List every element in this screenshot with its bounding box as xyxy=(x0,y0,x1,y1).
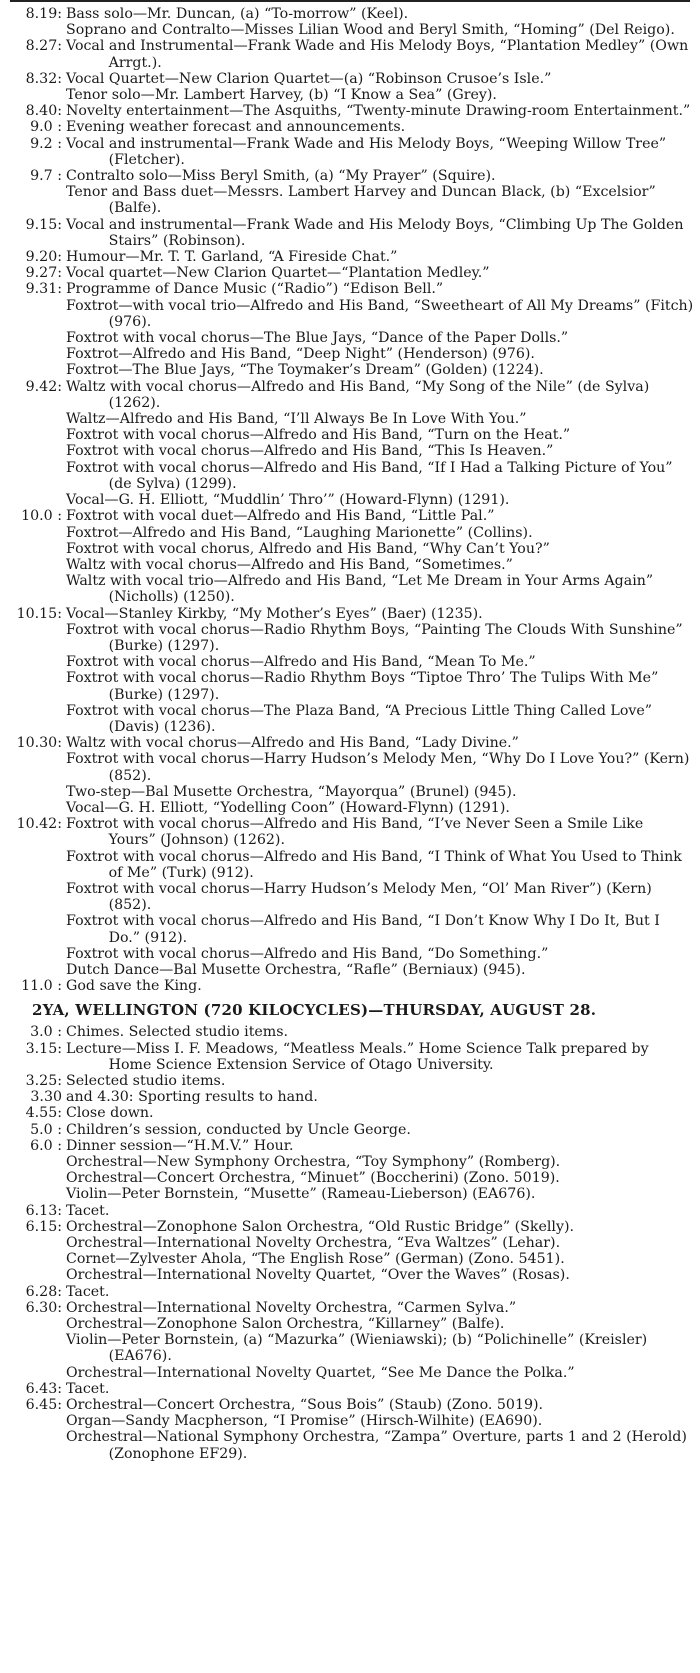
entry-line: Children’s session, conducted by Uncle George. xyxy=(66,1121,411,1138)
entry-body xyxy=(66,168,694,217)
entry-line: Novelty entertainment—The Asquiths, “Twenty-minute Drawing-room Entertainment.” xyxy=(66,103,691,120)
entry-line: Waltz with vocal trio—Alfredo and His Band, “Let Me Dream in Your Arms Again” (Nicholls) (1250). xyxy=(66,573,654,606)
entry-line: Orchestral—Concert Orchestra, “Sous Bois” (Staub) (Zono. 5019). xyxy=(66,1397,544,1414)
entry-line: Foxtrot with vocal chorus—Harry Hudson’s Melody Men, “Ol’ Man River”) (Kern) (852). xyxy=(66,880,652,914)
programme-section-evening xyxy=(4,6,694,994)
entry-line: Foxtrot with vocal chorus—Harry Hudson’s Melody Men, “Why Do I Love You?” (Kern) (852). xyxy=(66,751,690,784)
entry-line: Two-step—Bal Musette Orchestra, “Mayorqua” (Brunel) (945). xyxy=(66,783,517,800)
entry-line: Orchestral—National Symphony Orchestra, “Zampa” Overture, parts 1 and 2 (Herold) (Zonophone EF29). xyxy=(66,1429,687,1462)
entry-body xyxy=(66,265,694,281)
entry-line: Orchestral—Zonophone Salon Orchestra, “Old Rustic Bridge” (Skelly). xyxy=(66,1218,575,1235)
entry-time: 9.15: xyxy=(25,216,62,233)
entry-line: Contralto solo—Miss Beryl Smith, (a) “My Prayer” (Squire). xyxy=(66,168,496,185)
entry-line: Vocal Quartet—New Clarion Quartet—(a) “Robinson Crusoe’s Isle.” xyxy=(66,70,552,87)
programme-entry xyxy=(4,38,694,70)
entry-line: Chimes. Selected studio items. xyxy=(66,1024,289,1041)
programme-entry xyxy=(4,103,694,119)
entry-line: Tenor solo—Mr. Lambert Harvey, (b) “I Know a Sea” (Grey). xyxy=(66,87,497,104)
entry-time: 8.32: xyxy=(25,70,62,87)
entry-line: Waltz with vocal chorus—Alfredo and His Band, “My Song of the Nile” (de Sylva) (1262). xyxy=(66,378,650,411)
entry-line: Orchestral—Concert Orchestra, “Minuet” (Boccherini) (Zono. 5019). xyxy=(66,1170,560,1187)
entry-line: Selected studio items. xyxy=(66,1073,226,1089)
entry-time: 11.0 : xyxy=(21,978,62,995)
programme-document xyxy=(4,6,694,1462)
entry-body xyxy=(66,606,694,736)
entry-line: Vocal—G. H. Elliott, “Muddlin’ Thro’” (Howard-Flynn) (1291). xyxy=(66,492,510,509)
programme-entry xyxy=(4,508,694,605)
entry-time: 10.15: xyxy=(16,605,62,622)
programme-entry xyxy=(4,1203,694,1219)
programme-entry xyxy=(4,1089,694,1105)
entry-time: 3.0 : xyxy=(30,1024,62,1041)
entry-line: Lecture—Miss I. F. Meadows, “Meatless Meals.” Home Science Talk prepared by Home Science Extension Service of Otago University. xyxy=(66,1040,649,1073)
entry-line: Foxtrot—with vocal trio—Alfredo and His Band, “Sweetheart of All My Dreams” (Fitch) (976). xyxy=(66,297,694,330)
entry-body xyxy=(66,508,694,605)
programme-entry xyxy=(4,978,694,994)
entry-body xyxy=(66,978,694,994)
entry-time: 6.30: xyxy=(25,1299,62,1316)
entry-line: Violin—Peter Bornstein, (a) “Mazurka” (Wieniawski); (b) “Polichinelle” (Kreisler) (EA676). xyxy=(66,1332,648,1365)
entry-time: 5.0 : xyxy=(30,1121,62,1138)
entry-line: Waltz with vocal chorus—Alfredo and His Band, “Sometimes.” xyxy=(66,556,513,573)
entry-body xyxy=(66,6,694,38)
entry-body xyxy=(66,1073,694,1089)
programme-entry xyxy=(4,6,694,38)
entry-line: Tacet. xyxy=(66,1380,110,1397)
entry-time: 6.13: xyxy=(25,1202,62,1219)
entry-line: Waltz—Alfredo and His Band, “I’ll Always Be In Love With You.” xyxy=(66,411,527,428)
programme-entry xyxy=(4,606,694,736)
entry-line: Cornet—Zylvester Ahola, “The English Rose” (German) (Zono. 5451). xyxy=(66,1251,565,1268)
programme-entry xyxy=(4,1041,694,1073)
programme-entry xyxy=(4,281,694,378)
entry-line: Foxtrot—The Blue Jays, “The Toymaker’s Dream” (Golden) (1224). xyxy=(66,362,544,379)
entry-time: 6.45: xyxy=(25,1397,62,1414)
entry-line: Vocal—Stanley Kirkby, “My Mother’s Eyes” (Baer) (1235). xyxy=(66,605,483,622)
entry-body xyxy=(66,1089,694,1105)
entry-time: 9.20: xyxy=(25,249,62,266)
entry-line: Vocal and instrumental—Frank Wade and His Melody Boys, “Weeping Willow Tree” (Fletcher). xyxy=(66,135,667,168)
entry-body xyxy=(66,1397,694,1462)
entry-line: Foxtrot with vocal chorus—The Blue Jays, “Dance of the Paper Dolls.” xyxy=(66,330,569,347)
programme-entry xyxy=(4,379,694,509)
programme-entry xyxy=(4,816,694,978)
entry-line: Foxtrot with vocal chorus—Alfredo and His Band, “I Don’t Know Why I Do It, But I Do.” (912). xyxy=(66,913,660,946)
entry-time: 9.7 : xyxy=(30,168,62,185)
programme-section-2ya xyxy=(4,1024,694,1461)
entry-body xyxy=(66,1203,694,1219)
entry-body xyxy=(66,71,694,103)
entry-body xyxy=(66,1105,694,1121)
programme-entry xyxy=(4,1024,694,1040)
entry-body xyxy=(66,735,694,816)
programme-entry xyxy=(4,1073,694,1089)
programme-entry xyxy=(4,1397,694,1462)
programme-entry xyxy=(4,217,694,249)
entry-line: Programme of Dance Music (“Radio”) “Edison Bell.” xyxy=(66,281,444,298)
entry-line: Foxtrot with vocal duet—Alfredo and His Band, “Little Pal.” xyxy=(66,508,495,525)
entry-time: 6.0 : xyxy=(30,1137,62,1154)
entry-line: Tenor and Bass duet—Messrs. Lambert Harvey and Duncan Black, (b) “Excelsior” (Balfe). xyxy=(66,184,656,217)
entry-line: Humour—Mr. T. T. Garland, “A Fireside Chat.” xyxy=(66,249,398,266)
entry-body xyxy=(66,38,694,70)
entry-line: Dutch Dance—Bal Musette Orchestra, “Rafle” (Berniaux) (945). xyxy=(66,961,526,978)
entry-body xyxy=(66,217,694,249)
programme-entry xyxy=(4,249,694,265)
programme-entry xyxy=(4,1219,694,1284)
entry-time: 6.43: xyxy=(25,1380,62,1397)
entry-time: 3.15: xyxy=(25,1040,62,1057)
entry-time: 9.31: xyxy=(25,281,62,298)
entry-line: Foxtrot with vocal chorus—Alfredo and His Band, “I Think of What You Used to Think of Me” (Turk) (912). xyxy=(66,848,682,881)
programme-entry xyxy=(4,1138,694,1203)
entry-line: Vocal—G. H. Elliott, “Yodelling Coon” (Howard-Flynn) (1291). xyxy=(66,799,510,816)
entry-body xyxy=(66,1024,694,1040)
programme-entry xyxy=(4,119,694,135)
programme-entry xyxy=(4,1284,694,1300)
entry-line: Close down. xyxy=(66,1105,154,1122)
entry-time: 9.0 : xyxy=(30,119,62,136)
entry-line: Orchestral—International Novelty Quartet, “Over the Waves” (Rosas). xyxy=(66,1267,570,1284)
entry-line: Orchestral—International Novelty Orchestra, “Eva Waltzes” (Lehar). xyxy=(66,1235,561,1252)
entry-line: Foxtrot with vocal chorus—Alfredo and His Band, “This Is Heaven.” xyxy=(66,443,554,460)
entry-body xyxy=(66,136,694,168)
entry-time: 3.25: xyxy=(25,1073,62,1089)
entry-line: Waltz with vocal chorus—Alfredo and His Band, “Lady Divine.” xyxy=(66,735,519,752)
station-heading: 2YA, WELLINGTON (720 KILOCYCLES)—THURSDAY, AUGUST 28. xyxy=(32,1001,597,1020)
entry-line: Evening weather forecast and announcements. xyxy=(66,119,406,136)
entry-body xyxy=(66,1138,694,1203)
entry-line: and 4.30: Sporting results to hand. xyxy=(66,1089,318,1106)
entry-line: Foxtrot with vocal chorus—Radio Rhythm Boys “Tiptoe Thro’ The Tulips With Me” (Burke) (1297). xyxy=(66,670,659,703)
programme-entry xyxy=(4,1105,694,1121)
entry-body xyxy=(66,1300,694,1381)
entry-body xyxy=(66,103,694,119)
entry-time: 9.42: xyxy=(25,378,62,395)
entry-time: 8.19: xyxy=(25,6,62,22)
entry-body xyxy=(66,1219,694,1284)
entry-line: Foxtrot with vocal chorus—Alfredo and His Band, “Mean To Me.” xyxy=(66,654,536,671)
entry-line: Bass solo—Mr. Duncan, (a) “To-morrow” (Keel). xyxy=(66,6,409,22)
entry-line: Violin—Peter Bornstein, “Musette” (Rameau-Lieberson) (EA676). xyxy=(66,1186,536,1203)
entry-time: 10.0 : xyxy=(21,508,62,525)
programme-entry xyxy=(4,1381,694,1397)
entry-body xyxy=(66,816,694,978)
entry-line: Foxtrot—Alfredo and His Band, “Deep Night” (Henderson) (976). xyxy=(66,346,535,363)
entry-line: Dinner session—“H.M.V.” Hour. xyxy=(66,1137,294,1154)
entry-line: Foxtrot with vocal chorus—Alfredo and His Band, “I’ve Never Seen a Smile Like Yours” (Johnson) (1262). xyxy=(66,816,644,849)
entry-time: 6.28: xyxy=(25,1283,62,1300)
entry-line: Foxtrot with vocal chorus—The Plaza Band, “A Precious Little Thing Called Love” (Davis) (1236). xyxy=(66,702,653,735)
programme-entry xyxy=(4,735,694,816)
entry-line: Foxtrot with vocal chorus, Alfredo and His Band, “Why Can’t You?” xyxy=(66,540,550,557)
entry-body xyxy=(66,1041,694,1073)
entry-line: Soprano and Contralto—Misses Lilian Wood and Beryl Smith, “Homing” (Del Reigo). xyxy=(66,22,675,39)
entry-body xyxy=(66,1381,694,1397)
entry-time: 6.15: xyxy=(25,1218,62,1235)
entry-body xyxy=(66,379,694,509)
entry-line: God save the King. xyxy=(66,978,202,995)
entry-line: Organ—Sandy Macpherson, “I Promise” (Hirsch-Wilhite) (EA690). xyxy=(66,1413,543,1430)
entry-line: Vocal and Instrumental—Frank Wade and His Melody Boys, “Plantation Medley” (Own Arrgt.). xyxy=(66,38,689,71)
entry-line: Orchestral—Zonophone Salon Orchestra, “Killarney” (Balfe). xyxy=(66,1316,505,1333)
entry-line: Orchestral—International Novelty Orchestra, “Carmen Sylva.” xyxy=(66,1299,517,1316)
entry-line: Orchestral—International Novelty Quartet, “See Me Dance the Polka.” xyxy=(66,1364,575,1381)
programme-entry xyxy=(4,71,694,103)
entry-time: 8.27: xyxy=(25,38,62,55)
entry-time: 3.30 xyxy=(30,1089,62,1106)
entry-line: Orchestral—New Symphony Orchestra, “Toy Symphony” (Romberg). xyxy=(66,1154,561,1171)
entry-time: 10.42: xyxy=(16,816,62,833)
entry-line: Tacet. xyxy=(66,1283,110,1300)
entry-body xyxy=(66,1284,694,1300)
entry-line: Foxtrot with vocal chorus—Radio Rhythm Boys, “Painting The Clouds With Sunshine” (Burke) (1297). xyxy=(66,621,683,654)
entry-body xyxy=(66,1122,694,1138)
entry-time: 10.30: xyxy=(16,735,62,752)
programme-entry xyxy=(4,1300,694,1381)
entry-line: Foxtrot with vocal chorus—Alfredo and His Band, “If I Had a Talking Picture of You” (de Sylva) (1299). xyxy=(66,459,673,492)
top-rule xyxy=(10,0,690,2)
entry-line: Foxtrot—Alfredo and His Band, “Laughing Marionette” (Collins). xyxy=(66,524,533,541)
entry-body xyxy=(66,281,694,378)
programme-entry xyxy=(4,265,694,281)
entry-time: 4.55: xyxy=(25,1105,62,1122)
programme-entry xyxy=(4,136,694,168)
entry-line: Vocal quartet—New Clarion Quartet—“Plantation Medley.” xyxy=(66,265,490,282)
entry-body xyxy=(66,249,694,265)
programme-entry xyxy=(4,1122,694,1138)
entry-time: 8.40: xyxy=(25,103,62,120)
entry-line: Tacet. xyxy=(66,1202,110,1219)
entry-time: 9.2 : xyxy=(30,135,62,152)
entry-body xyxy=(66,119,694,135)
entry-line: Foxtrot with vocal chorus—Alfredo and His Band, “Turn on the Heat.” xyxy=(66,427,571,444)
entry-line: Vocal and instrumental—Frank Wade and His Melody Boys, “Climbing Up The Golden Stairs” (Robinson). xyxy=(66,216,684,249)
entry-line: Foxtrot with vocal chorus—Alfredo and His Band, “Do Something.” xyxy=(66,945,549,962)
entry-time: 9.27: xyxy=(25,265,62,282)
programme-entry xyxy=(4,168,694,217)
